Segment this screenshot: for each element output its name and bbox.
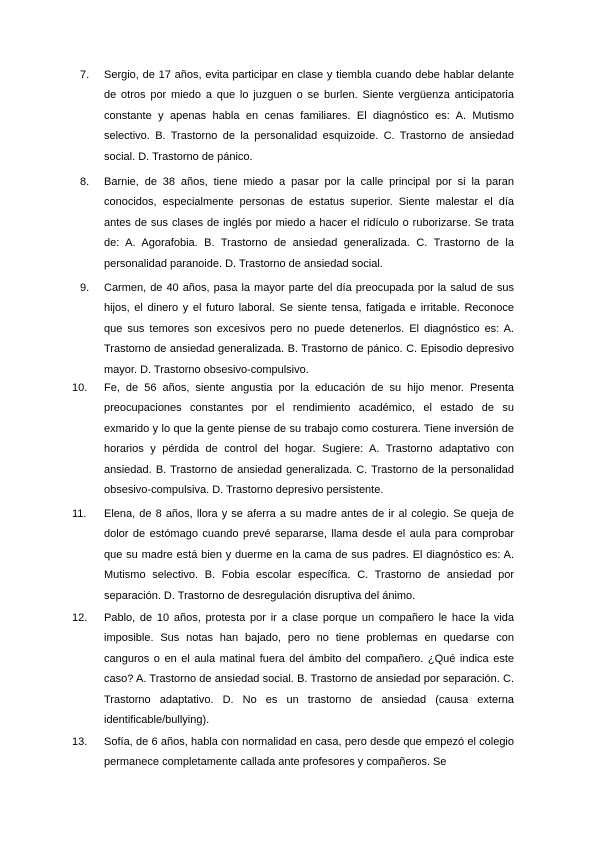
question-text: Sergio, de 17 años, evita participar en clase y tiembla cuando debe hablar delante de otros por miedo a que lo juzguen o se burlen. Siente vergüenza anticipatoria constante y apenas habla en cenas familiares. El diagnóstico es: A. Mutismo selectivo. B. Trastorno de la personalidad esquizoide. C. Trastorno de ansiedad social. D. Trastorno de pánico. — [104, 69, 514, 163]
question-text: Barnie, de 38 años, tiene miedo a pasar por la calle principal por si la paran conocidos, especialmente personas de estatus superior. Siente malestar el día antes de sus clases de inglés por miedo a hacer el ridículo o ruborizarse. Se trata de: A. Agorafobia. B. Trastorno de ansiedad generalizada. C. Trastorno de la personalidad paranoide. D. Trastorno de ansiedad social. — [104, 176, 514, 270]
question-item — [72, 732, 514, 773]
question-text: Fe, de 56 años, siente angustia por la educación de su hijo menor. Presenta preocupaciones constantes por el rendimiento académico, el estado de su exmarido y lo que la gente piense de su trabajo como costurera. Tiene inversión de horarios y pérdida de control del hogar. Sugiere: A. Trastorno adaptativo con ansiedad. B. Trastorno de ansiedad generalizada. C. Trastorno de la personalidad obsesivo-compulsiva. D. Trastorno depresivo persistente. — [104, 382, 514, 497]
question-number: 7. — [80, 69, 90, 81]
question-item — [80, 278, 514, 380]
question-number: 10. — [72, 382, 88, 394]
question-item — [72, 504, 514, 606]
question-text: Elena, de 8 años, llora y se aferra a su madre antes de ir al colegio. Se queja de dolor de estómago cuando prevé separarse, llama desde el aula para comprobar que su madre está bien y duerme en la cama de sus padres. El diagnóstico es: A. Mutismo selectivo. B. Fobia escolar específica. C. Trastorno de ansiedad por separación. D. Trastorno de desregulación disruptiva del ánimo. — [104, 508, 514, 602]
question-number: 13. — [72, 736, 88, 748]
question-number: 9. — [80, 282, 90, 294]
question-text: Carmen, de 40 años, pasa la mayor parte del día preocupada por la salud de sus hijos, el dinero y el futuro laboral. Se siente tensa, fatigada e irritable. Reconoce que sus temores son excesivos pero no puede detenerlos. El diagnóstico es: A. Trastorno de ansiedad generalizada. B. Trastorno de pánico. C. Episodio depresivo mayor. D. Trastorno obsesivo-compulsivo. — [104, 282, 514, 376]
question-text: Sofía, de 6 años, habla con normalidad en casa, pero desde que empezó el colegio permanece completamente callada ante profesores y compañeros. Se — [104, 736, 514, 769]
question-item — [72, 378, 514, 500]
question-text: Pablo, de 10 años, protesta por ir a clase porque un compañero le hace la vida imposible. Sus notas han bajado, pero no tiene problemas en quedarse con canguros o en el aula matinal fuera del ámbito del compañero. ¿Qué indica este caso? A. Trastorno de ansiedad social. B. Trastorno de ansiedad por separación. C. Trastorno adaptativo. D. No es un trastorno de ansiedad (causa externa identificable/bullying). — [104, 612, 514, 727]
question-number: 8. — [80, 176, 90, 188]
question-item — [80, 172, 514, 274]
question-item — [80, 65, 514, 167]
question-item — [72, 608, 514, 730]
question-number: 11. — [72, 508, 87, 520]
question-number: 12. — [72, 612, 88, 624]
